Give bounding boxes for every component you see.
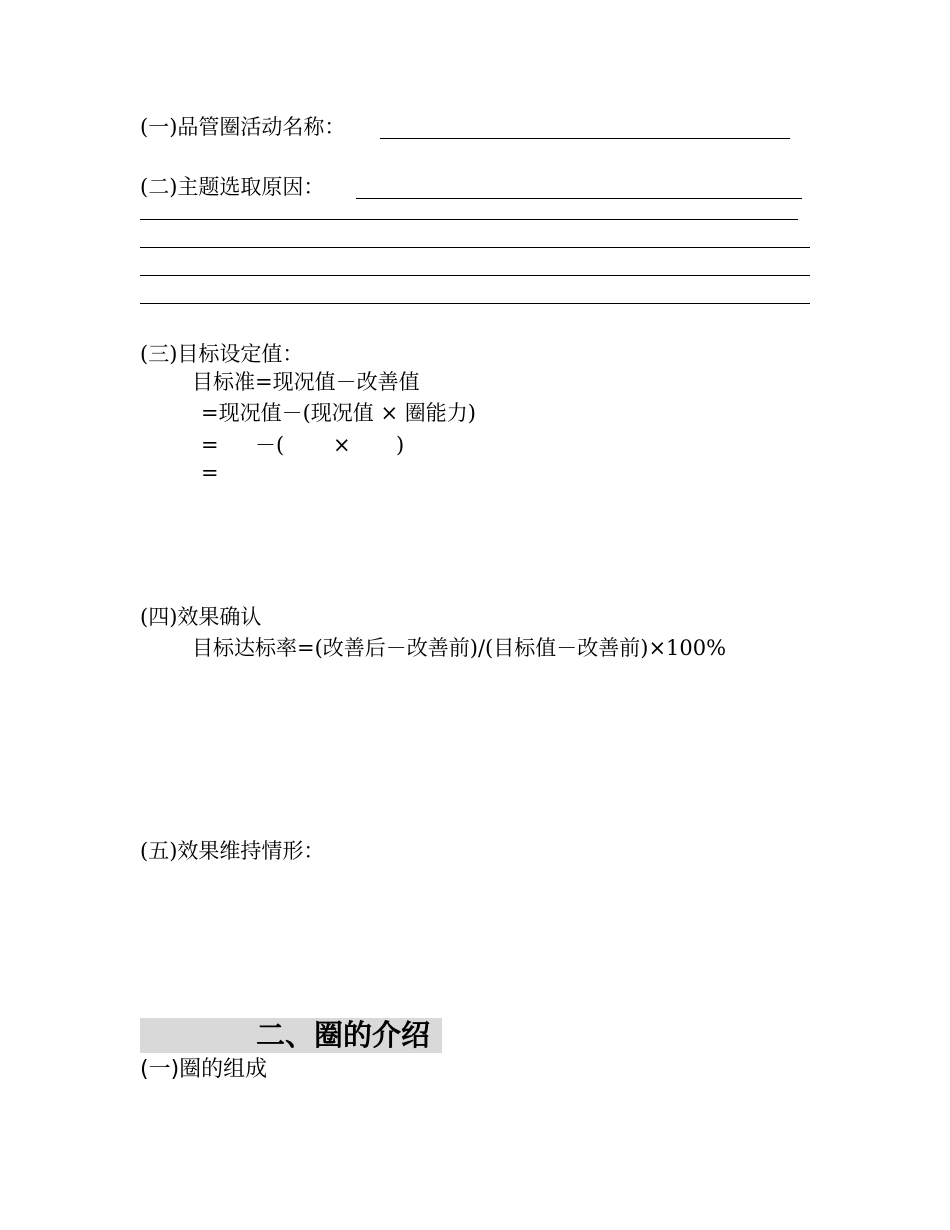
- activity-name-blank[interactable]: [380, 138, 790, 139]
- target-setting-label: (三)目标设定值：: [140, 342, 304, 366]
- target-formula-line-2: =现况值－(现况值 × 圈能力): [201, 401, 476, 425]
- target-formula-line-3-minus: －(: [255, 433, 285, 457]
- effect-maintenance-label: (五)效果维持情形：: [140, 839, 325, 863]
- target-formula-line-3-close: ): [396, 433, 405, 457]
- topic-reason-blank-5[interactable]: [140, 303, 810, 304]
- topic-reason-blank-4[interactable]: [140, 275, 810, 276]
- section-title: 二、圈的介绍: [256, 1018, 431, 1052]
- effect-confirm-label: (四)效果确认: [140, 605, 262, 629]
- topic-reason-blank-1[interactable]: [356, 198, 802, 199]
- circle-composition-label: (一)圈的组成: [140, 1057, 268, 1082]
- target-formula-line-3-eq: =: [201, 433, 219, 457]
- topic-reason-blank-2[interactable]: [140, 219, 798, 220]
- topic-reason-label: (二)主题选取原因：: [140, 175, 325, 199]
- achievement-rate-formula: 目标达标率=(改善后－改善前)/(目标值－改善前)×100%: [192, 636, 727, 660]
- topic-reason-blank-3[interactable]: [140, 247, 810, 248]
- activity-name-label: (一)品管圈活动名称：: [140, 115, 346, 139]
- target-formula-line-1: 目标准=现况值－改善值: [192, 370, 420, 394]
- target-formula-line-3-times: ×: [333, 433, 351, 457]
- target-formula-line-4: =: [201, 461, 219, 485]
